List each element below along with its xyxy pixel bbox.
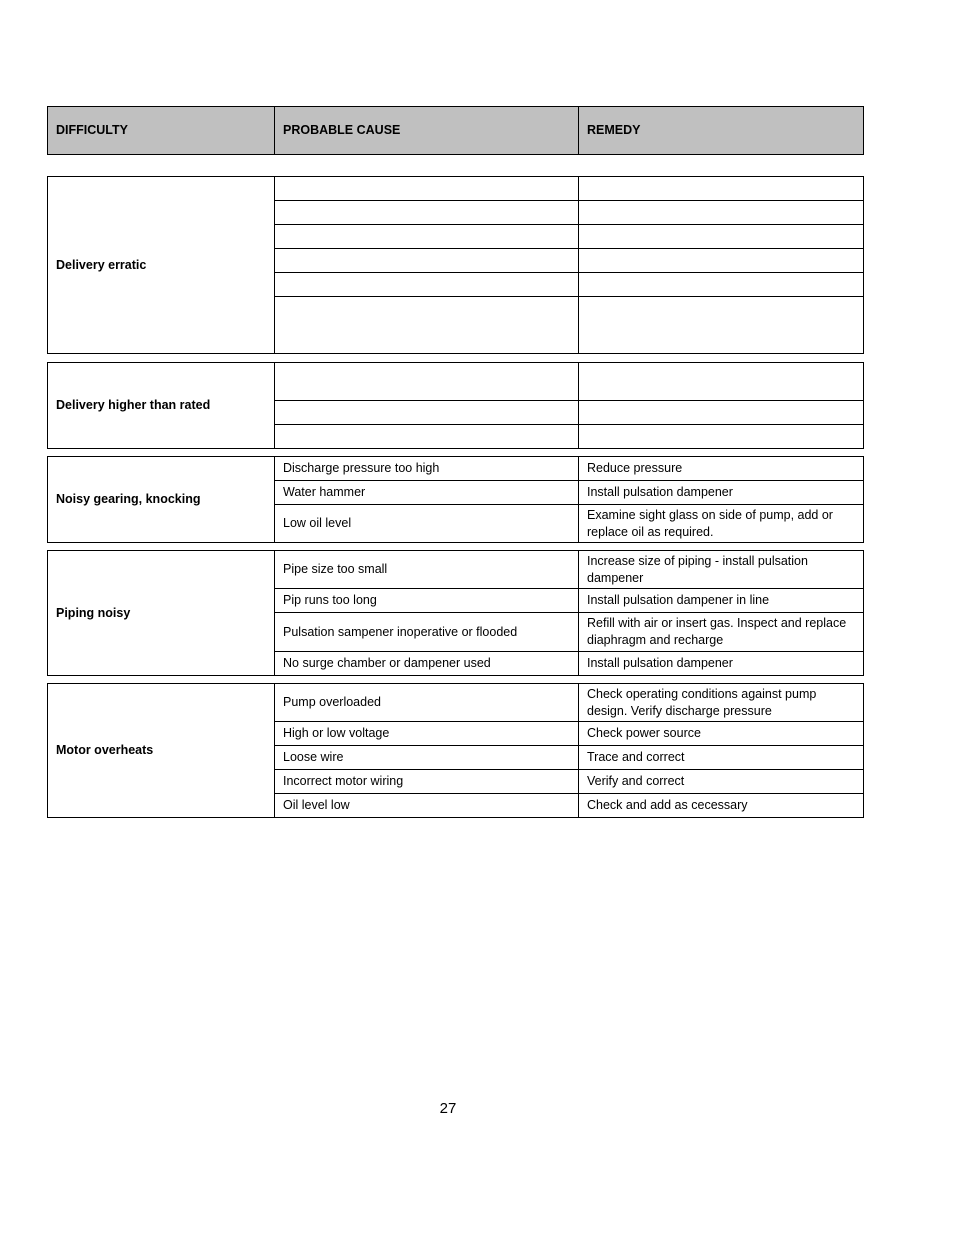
header-row (48, 107, 864, 155)
cause-cell (275, 363, 579, 401)
table-row (48, 457, 864, 481)
difficulty-cell: Piping noisy (48, 551, 275, 676)
difficulty-cell: Delivery erratic (48, 177, 275, 354)
cause-cell: Loose wire (275, 746, 579, 770)
table-row (48, 684, 864, 722)
cause-cell: Incorrect motor wiring (275, 770, 579, 794)
remedy-cell (579, 273, 864, 297)
cause-cell: High or low voltage (275, 722, 579, 746)
group-piping-noisy (47, 550, 864, 676)
remedy-cell: Check power source (579, 722, 864, 746)
remedy-cell: Reduce pressure (579, 457, 864, 481)
difficulty-cell: Delivery higher than rated (48, 363, 275, 449)
remedy-cell: Check operating conditions against pump design. Verify discharge pressure (579, 684, 864, 722)
page-number: 27 (439, 1100, 457, 1117)
remedy-cell (579, 177, 864, 201)
remedy-cell (579, 201, 864, 225)
remedy-cell: Trace and correct (579, 746, 864, 770)
cause-cell: Pip runs too long (275, 589, 579, 613)
remedy-cell (579, 225, 864, 249)
difficulty-cell: Motor overheats (48, 684, 275, 818)
cause-cell (275, 273, 579, 297)
remedy-cell: Install pulsation dampener (579, 481, 864, 505)
remedy-cell: Check and add as cecessary (579, 794, 864, 818)
table-row (48, 177, 864, 201)
remedy-cell (579, 401, 864, 425)
remedy-cell (579, 297, 864, 354)
cause-cell: Pipe size too small (275, 551, 579, 589)
cause-cell: Water hammer (275, 481, 579, 505)
cause-cell: Discharge pressure too high (275, 457, 579, 481)
cause-cell: Pulsation sampener inoperative or flooded (275, 613, 579, 652)
remedy-cell (579, 425, 864, 449)
remedy-cell: Install pulsation dampener (579, 652, 864, 676)
remedy-cell: Refill with air or insert gas. Inspect and replace diaphragm and recharge (579, 613, 864, 652)
group-motor-overheats (47, 683, 864, 818)
group-noisy-gearing (47, 456, 864, 543)
cause-cell (275, 177, 579, 201)
cause-cell (275, 297, 579, 354)
header-remedy: REMEDY (579, 107, 864, 155)
difficulty-cell: Noisy gearing, knocking (48, 457, 275, 543)
remedy-cell: Increase size of piping - install pulsation dampener (579, 551, 864, 589)
remedy-cell (579, 249, 864, 273)
cause-cell (275, 425, 579, 449)
cause-cell (275, 225, 579, 249)
header-difficulty: DIFFICULTY (48, 107, 275, 155)
remedy-cell: Examine sight glass on side of pump, add or replace oil as required. (579, 505, 864, 543)
cause-cell: Pump overloaded (275, 684, 579, 722)
remedy-cell: Verify and correct (579, 770, 864, 794)
table-row (48, 551, 864, 589)
cause-cell: Low oil level (275, 505, 579, 543)
cause-cell: Oil level low (275, 794, 579, 818)
remedy-cell (579, 363, 864, 401)
cause-cell (275, 401, 579, 425)
group-delivery-erratic (47, 176, 864, 354)
cause-cell (275, 201, 579, 225)
group-delivery-higher-than-rated (47, 362, 864, 449)
table-row (48, 363, 864, 401)
remedy-cell: Install pulsation dampener in line (579, 589, 864, 613)
header-table (47, 106, 864, 155)
cause-cell (275, 249, 579, 273)
header-probable-cause: PROBABLE CAUSE (275, 107, 579, 155)
cause-cell: No surge chamber or dampener used (275, 652, 579, 676)
